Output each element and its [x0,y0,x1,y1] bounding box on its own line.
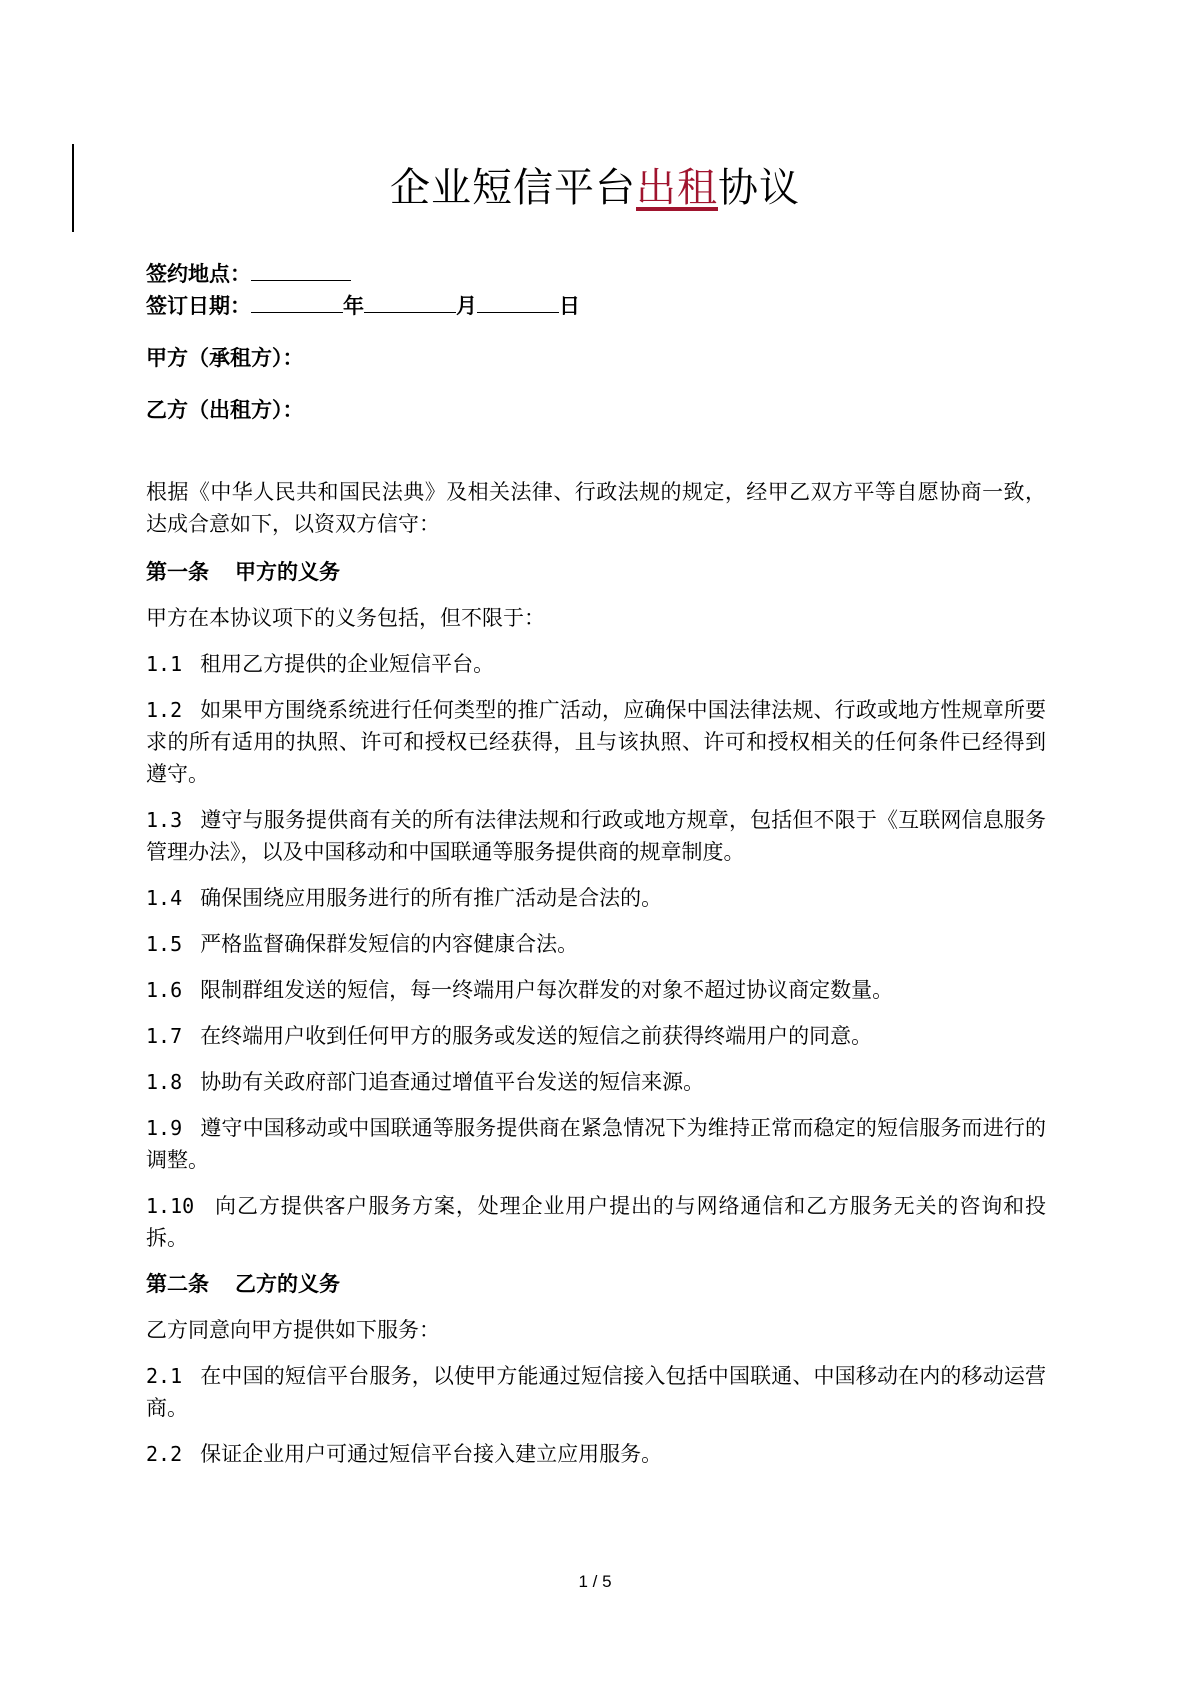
clause-text: 租用乙方提供的企业短信平台。 [200,652,495,676]
clause-number: 1.4 [146,886,183,910]
clause-number: 1.7 [146,1024,183,1048]
article-1-intro: 甲方在本协议项下的义务包括，但不限于： [146,606,545,630]
clause-text: 协助有关政府部门追查通过增值平台发送的短信来源。 [200,1070,705,1094]
year-label: 年 [343,294,364,318]
clause-number: 1.1 [146,652,183,676]
clause-number: 1.3 [146,808,183,832]
month-label: 月 [456,294,477,318]
clause-text: 确保围绕应用服务进行的所有推广活动是合法的。 [200,886,663,910]
day-label: 日 [559,294,580,318]
article-2-intro: 乙方同意向甲方提供如下服务： [146,1318,440,1342]
clause-number: 1.2 [146,698,183,722]
clause-text: 如果甲方围绕系统进行任何类型的推广活动，应确保中国法律法规、行政或地方性规章所要求的所有适用的执照、许可和授权已经获得，且与该执照、许可和授权相关的任何条件已经得到遵守。 [146,698,1046,786]
clause-number: 1.9 [146,1116,183,1140]
clause-2-1 [146,1360,1046,1424]
clause-text: 保证企业用户可通过短信平台接入建立应用服务。 [200,1442,663,1466]
sign-date-label: 签订日期： [146,294,251,318]
clause-text: 向乙方提供客户服务方案，处理企业用户提出的与网络通信和乙方服务无关的咨询和投拆。 [146,1194,1046,1250]
clause-2-2 [146,1438,1046,1470]
clause-1-10 [146,1190,1046,1254]
party-a: 甲方（承租方）： [146,346,304,370]
article-1-title: 甲方的义务 [235,560,340,584]
clause-number: 1.10 [146,1194,195,1218]
title-part-1: 企业短信平台 [390,165,636,211]
title-part-2: 协议 [718,165,800,211]
document-title [0,160,1190,216]
clause-number: 1.8 [146,1070,183,1094]
clause-1-5 [146,928,1046,960]
page-indicator: 1 / 5 [578,1572,612,1591]
clause-number: 2.1 [146,1364,183,1388]
sign-place-label: 签约地点： [146,262,251,286]
clause-1-4 [146,882,1046,914]
clause-text: 在终端用户收到任何甲方的服务或发送的短信之前获得终端用户的同意。 [200,1024,873,1048]
preamble: 根据《中华人民共和国民法典》及相关法律、行政法规的规定，经甲乙双方平等自愿协商一致，达成合意如下，以资双方信守： [146,480,1046,536]
article-1-heading [146,556,1046,588]
clause-1-9 [146,1112,1046,1176]
article-2-heading [146,1268,1046,1300]
day-blank [477,290,559,313]
clause-1-8 [146,1066,1046,1098]
sign-date-line [146,290,1046,322]
clause-1-2 [146,694,1046,790]
sign-place-line [146,258,1046,290]
clause-text: 在中国的短信平台服务，以使甲方能通过短信接入包括中国联通、中国移动在内的移动运营商。 [146,1364,1046,1420]
clause-1-7 [146,1020,1046,1052]
clause-text: 遵守与服务提供商有关的所有法律法规和行政或地方规章，包括但不限于《互联网信息服务管理办法》，以及中国移动和中国联通等服务提供商的规章制度。 [146,808,1046,864]
title-highlight: 出租 [636,165,718,211]
clause-number: 2.2 [146,1442,183,1466]
month-blank [364,290,456,313]
article-1-num: 第一条 [146,560,209,584]
clause-1-3 [146,804,1046,868]
article-2-title: 乙方的义务 [235,1272,340,1296]
article-2-num: 第二条 [146,1272,209,1296]
clause-number: 1.5 [146,932,183,956]
party-b: 乙方（出租方）： [146,398,304,422]
clause-text: 遵守中国移动或中国联通等服务提供商在紧急情况下为维持正常而稳定的短信服务而进行的调整。 [146,1116,1046,1172]
sign-place-blank [251,258,351,281]
clause-number: 1.6 [146,978,183,1002]
document-body [146,258,1046,1470]
clause-1-1 [146,648,1046,680]
year-blank [251,290,343,313]
clause-1-6 [146,974,1046,1006]
clause-text: 限制群组发送的短信，每一终端用户每次群发的对象不超过协议商定数量。 [200,978,894,1002]
clause-text: 严格监督确保群发短信的内容健康合法。 [200,932,579,956]
